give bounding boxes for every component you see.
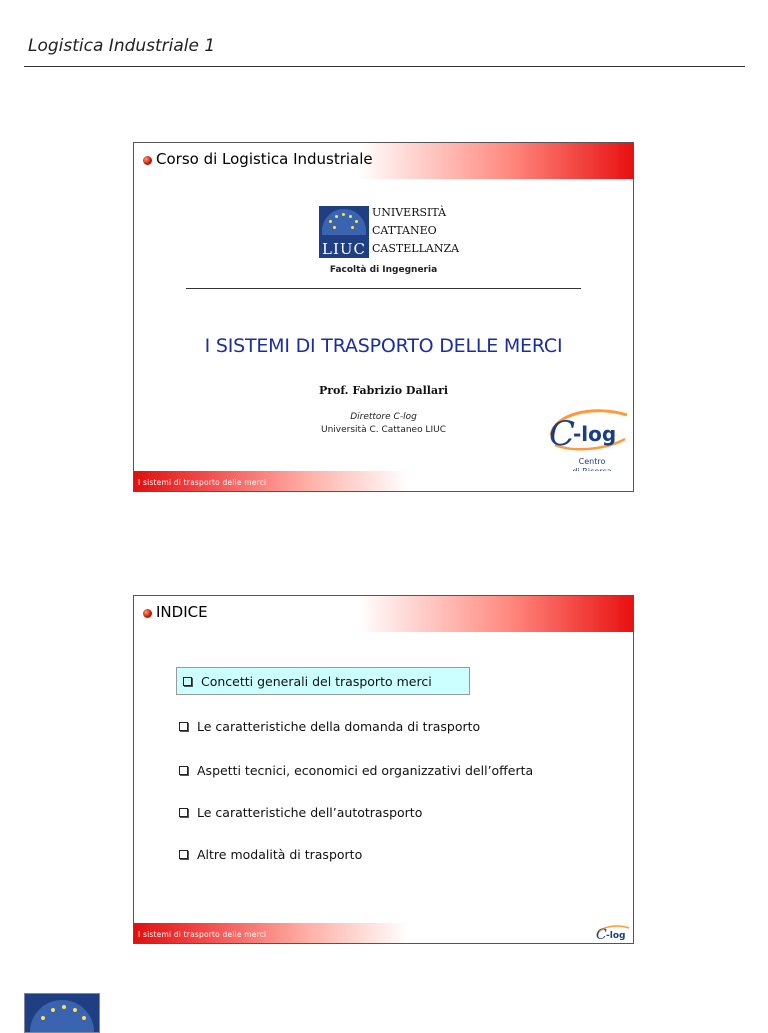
index-item-label: Altre modalità di trasporto [197, 846, 363, 862]
header-divider [24, 66, 745, 67]
index-item [176, 712, 480, 740]
faculty-label: Facoltà di Ingegneria [329, 265, 438, 275]
checkbox-bullet-icon [179, 808, 188, 817]
index-item [176, 840, 362, 868]
liuc-emblem [319, 206, 369, 258]
page-header-title: Logistica Industriale 1 [28, 36, 216, 56]
liuc-logo [319, 206, 460, 258]
index-item-label: Le caratteristiche della domanda di trasporto [197, 718, 481, 734]
index-item-label: Concetti generali del trasporto merci [201, 673, 432, 689]
bullet-icon [143, 609, 152, 618]
footer-text: I sistemi di trasporto delle merci [138, 478, 267, 487]
liuc-emblem-bottom [24, 993, 100, 1033]
logo-name-line: UNIVERSITÀ [372, 206, 447, 219]
logo-name-line: CASTELLANZA [372, 242, 460, 255]
slide-title-bar [134, 596, 633, 632]
clog-small-logo [595, 923, 631, 942]
index-item [176, 798, 422, 826]
slide-title-page [133, 142, 634, 492]
main-title: I SISTEMI DI TRASPORTO DELLE MERCI [204, 335, 563, 357]
logo-name-line: CATTANEO [372, 224, 437, 237]
liuc-acronym: LIUC [321, 240, 366, 258]
checkbox-bullet-icon [179, 766, 188, 775]
footer-text: I sistemi di trasporto delle merci [138, 930, 267, 939]
svg-text:-log: -log [573, 422, 617, 446]
index-item [176, 667, 470, 695]
index-item-label: Aspetti tecnici, economici ed organizzativi dell’offerta [197, 762, 534, 778]
slide-footer [134, 923, 633, 943]
slide-index [133, 595, 634, 944]
checkbox-bullet-icon [179, 850, 188, 859]
slide-divider [186, 288, 581, 289]
index-item [176, 756, 533, 784]
svg-text:C: C [549, 414, 576, 454]
slide-footer [134, 471, 633, 491]
index-item-label: Le caratteristiche dell’autotrasporto [197, 804, 423, 820]
clog-caption-line: Centro [578, 457, 606, 466]
clog-logo [545, 405, 631, 455]
svg-text:-log: -log [606, 931, 626, 941]
slide-title: INDICE [156, 603, 208, 621]
slide-title-bar [134, 143, 633, 179]
slide-title: Corso di Logistica Industriale [156, 150, 373, 168]
bullet-icon [143, 156, 152, 165]
university-name: Università C. Cattaneo LIUC [321, 425, 446, 435]
professor-role: Direttore C-log [350, 412, 417, 422]
checkbox-bullet-icon [183, 677, 192, 686]
svg-text:C: C [596, 927, 607, 942]
checkbox-bullet-icon [179, 722, 188, 731]
professor-name: Prof. Fabrizio Dallari [318, 384, 449, 397]
